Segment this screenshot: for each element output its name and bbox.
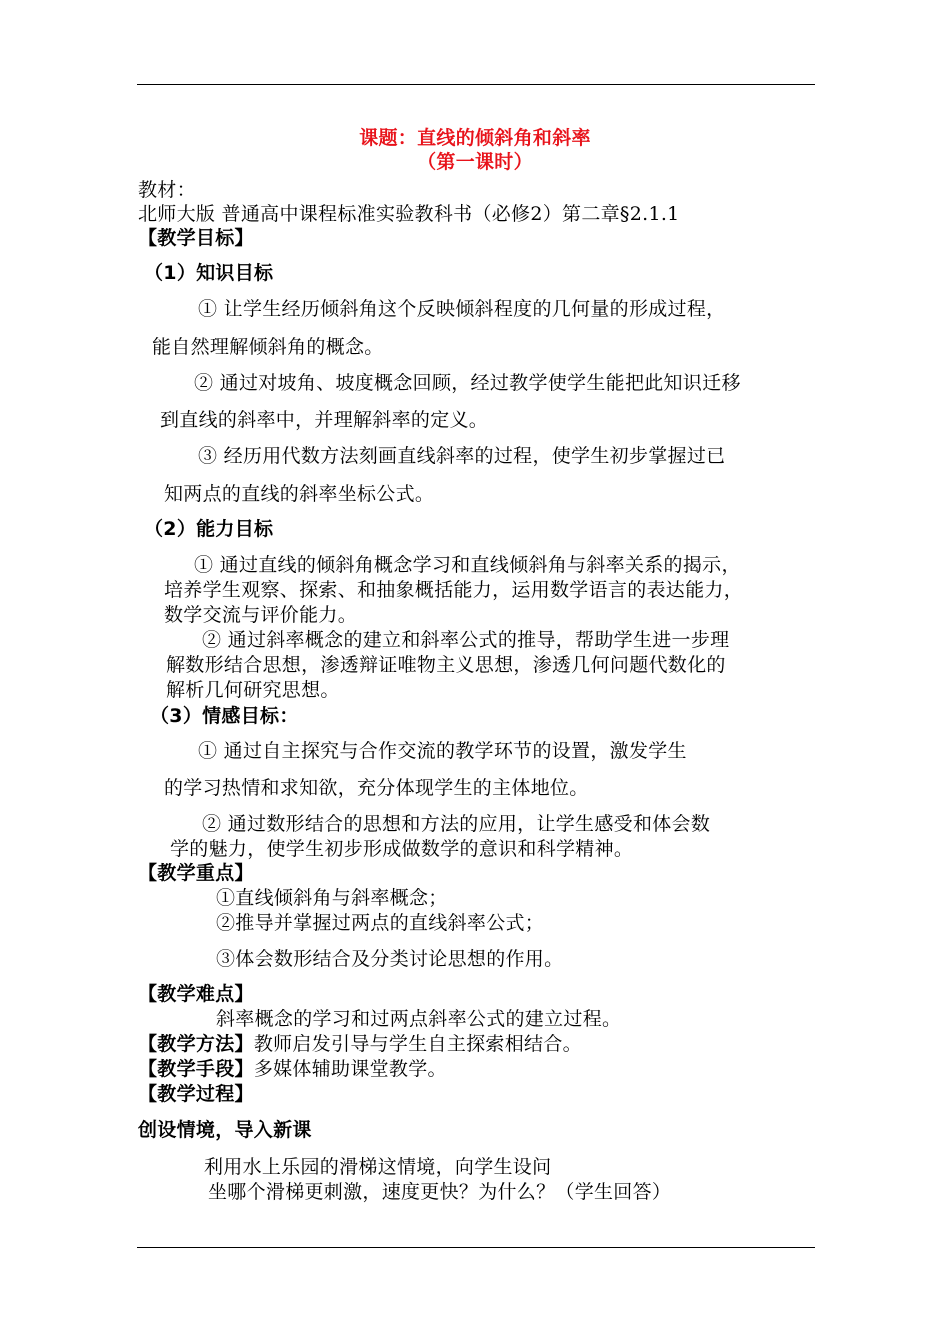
knowledge-item-2-line-2: 到直线的斜率中，并理解斜率的定义。 [160,409,489,431]
emotion-header: （3）情感目标： [150,705,299,727]
doc-title: 课题：直线的倾斜角和斜率 [359,127,591,149]
emotion-item-1-line-2: 的学习热情和求知欲，充分体现学生的主体地位。 [164,777,589,799]
knowledge-item-1-line-2: 能自然理解倾斜角的概念。 [152,336,384,358]
key-point-2: ②推导并掌握过两点的直线斜率公式； [216,912,545,934]
key-point-1: ①直线倾斜角与斜率概念； [216,887,448,909]
key-points-header: 【教学重点】 [138,862,254,884]
means-header: 【教学手段】 [138,1058,254,1080]
means-text: 多媒体辅助课堂教学。 [253,1058,447,1080]
knowledge-item-2-line-1: ② 通过对坡角、坡度概念回顾，经过教学使学生能把此知识迁移 [194,372,741,394]
emotion-item-2-line-1: ② 通过数形结合的思想和方法的应用，让学生感受和体会数 [202,813,711,835]
section-header: 创设情境，导入新课 [138,1119,312,1141]
header-rule [137,84,815,85]
knowledge-item-3-line-1: ③ 经历用代数方法刻画直线斜率的过程，使学生初步掌握过已 [198,445,726,467]
footer-rule [137,1247,815,1248]
knowledge-item-1-line-1: ① 让学生经历倾斜角这个反映倾斜程度的几何量的形成过程， [198,298,726,320]
method-header: 【教学方法】 [138,1033,254,1055]
ability-item-1-line-3: 数学交流与评价能力。 [164,604,358,626]
knowledge-header: （1）知识目标 [144,262,274,284]
emotion-item-1-line-1: ① 通过自主探究与合作交流的教学环节的设置，激发学生 [198,740,687,762]
goals-header: 【教学目标】 [138,227,254,249]
ability-header: （2）能力目标 [144,518,274,540]
difficulty-text: 斜率概念的学习和过两点斜率公式的建立过程。 [216,1008,622,1030]
section-line-1: 利用水上乐园的滑梯这情境，向学生设问 [204,1156,552,1178]
textbook-info: 北师大版 普通高中课程标准实验教科书（必修2）第二章§2.1.1 [138,203,680,225]
difficulty-header: 【教学难点】 [138,983,254,1005]
means-line [138,1057,447,1081]
emotion-item-2-line-2: 学的魅力，使学生初步形成做数学的意识和科学精神。 [170,838,634,860]
ability-item-2-line-1: ② 通过斜率概念的建立和斜率公式的推导，帮助学生进一步理 [202,629,730,651]
ability-item-2-line-3: 解析几何研究思想。 [166,679,340,701]
knowledge-item-3-line-2: 知两点的直线的斜率坐标公式。 [164,483,435,505]
method-line [138,1032,582,1056]
process-header: 【教学过程】 [138,1083,254,1105]
doc-subtitle: （第一课时） [417,151,533,173]
ability-item-2-line-2: 解数形结合思想，渗透辩证唯物主义思想，渗透几何问题代数化的 [166,654,726,676]
method-text: 教师启发引导与学生自主探索相结合。 [253,1033,582,1055]
ability-item-1-line-2: 培养学生观察、探索、和抽象概括能力，运用数学语言的表达能力， [164,579,744,601]
textbook-label: 教材： [138,179,196,201]
key-point-3: ③体会数形结合及分类讨论思想的作用。 [216,948,564,970]
ability-item-1-line-1: ① 通过直线的倾斜角概念学习和直线倾斜角与斜率关系的揭示， [194,554,741,576]
section-line-2: 坐哪个滑梯更刺激，速度更快？为什么？（学生回答） [208,1181,672,1203]
